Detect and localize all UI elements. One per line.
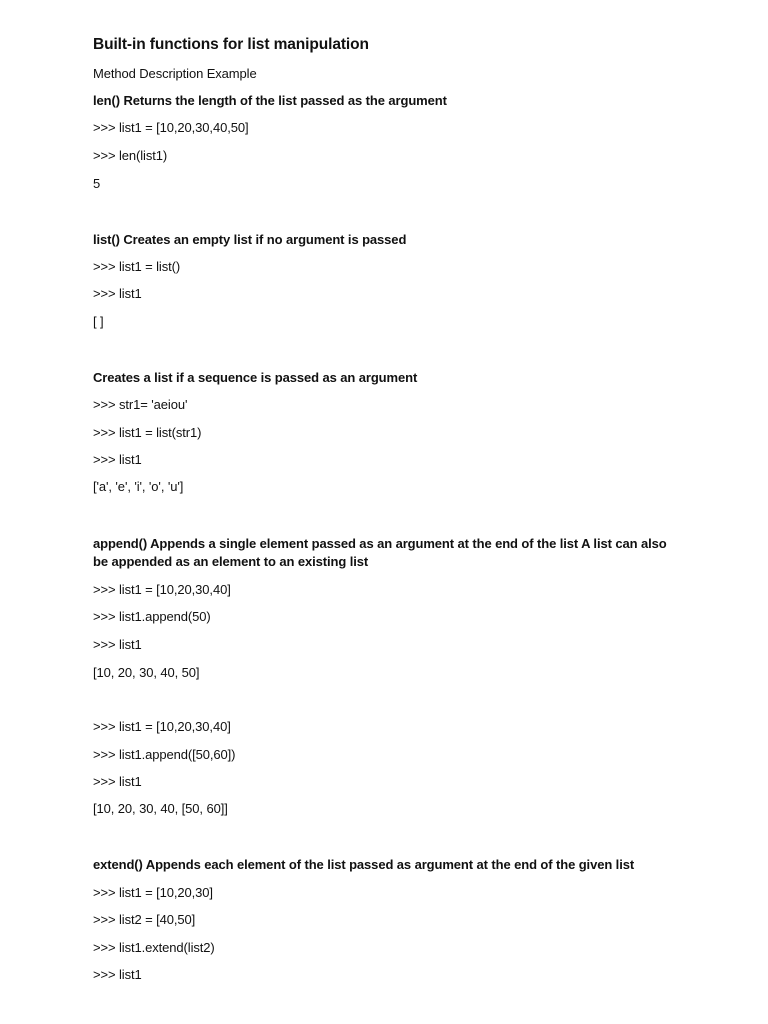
code-line: >>> list1 = list(str1)	[93, 425, 202, 440]
table-header-row: Method Description Example	[93, 66, 257, 81]
append-heading: append() Appends a single element passed as an argument at the end of the list A list can also be appended as an element to an existing list	[93, 536, 667, 569]
code-output: [ ]	[93, 314, 104, 329]
page-title: Built-in functions for list manipulation	[93, 36, 369, 53]
len-heading: len() Returns the length of the list passed as the argument	[93, 93, 447, 108]
code-line: >>> list1 = [10,20,30,40]	[93, 582, 231, 597]
code-line: >>> list1	[93, 967, 142, 982]
code-line: >>> list1.append(50)	[93, 609, 211, 624]
list-sequence-heading: Creates a list if a sequence is passed as an argument	[93, 370, 418, 385]
code-line: >>> list1 = [10,20,30,40]	[93, 719, 231, 734]
code-line: >>> list1 = list()	[93, 259, 181, 274]
code-line: >>> list1	[93, 637, 142, 652]
code-line: >>> list1.extend(list2)	[93, 940, 215, 955]
list-heading: list() Creates an empty list if no argument is passed	[93, 232, 407, 247]
code-line: >>> list1 = [10,20,30]	[93, 885, 213, 900]
code-output: [10, 20, 30, 40, 50]	[93, 665, 200, 680]
code-line: >>> list1	[93, 452, 142, 467]
code-output: [10, 20, 30, 40, [50, 60]]	[93, 801, 228, 816]
extend-heading: extend() Appends each element of the list passed as argument at the end of the given list	[93, 857, 635, 872]
code-line: >>> list1	[93, 774, 142, 789]
code-line: >>> list1.append([50,60])	[93, 747, 236, 762]
code-line: >>> list2 = [40,50]	[93, 912, 196, 927]
code-output: 5	[93, 176, 101, 191]
code-line: >>> str1= 'aeiou'	[93, 397, 188, 412]
code-line: >>> list1 = [10,20,30,40,50]	[93, 120, 249, 135]
code-line: >>> list1	[93, 286, 142, 301]
code-line: >>> len(list1)	[93, 148, 168, 163]
code-output: ['a', 'e', 'i', 'o', 'u']	[93, 479, 184, 494]
